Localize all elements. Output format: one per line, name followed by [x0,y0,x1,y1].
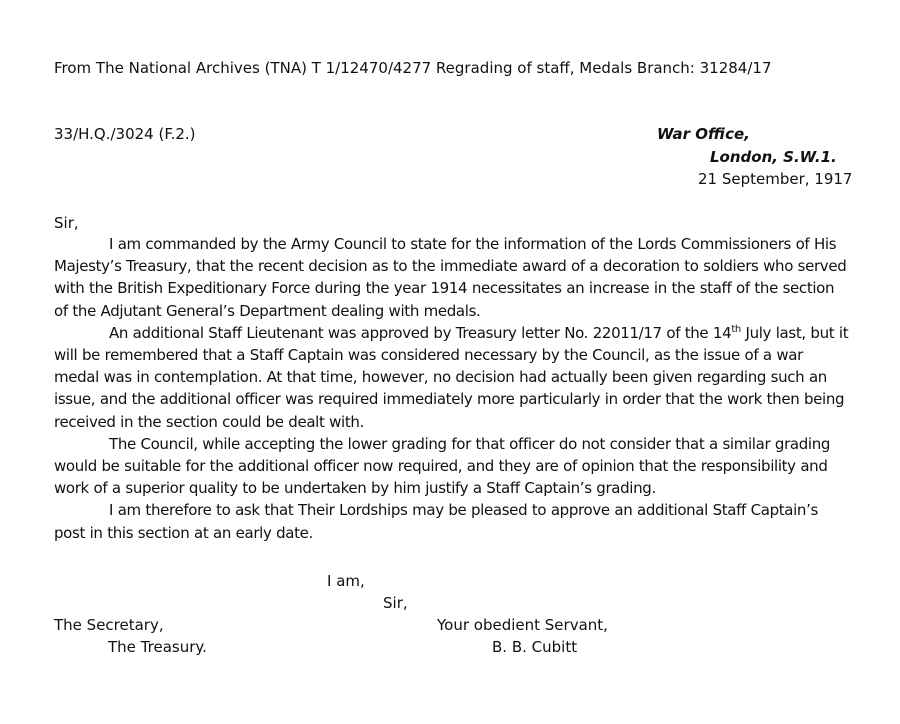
signature-name: B. B. Cubitt [492,638,578,656]
address-line-war-office: War Office, [657,125,750,143]
recipient-treasury: The Treasury. [108,638,207,656]
salutation: Sir, [54,214,79,232]
closing-i-am: I am, [327,572,365,590]
address-line-london: London, S.W.1. [710,148,837,166]
paragraph-2-text-b: July last, but it will be remembered that a Staff Captain was considered necessary by the Council, as the issue of a war medal was in contemplation. At that time, however, no decision had actually been given regarding such an issue, and the additional officer was required immediately more particularly in order that the work then being received in the section could be dealt with. [54,323,849,431]
paragraph-3: The Council, while accepting the lower grading for that officer do not consider that a similar grading would be suitable for the additional officer now required, and they are of opinion that the responsibility and work of a superior quality to be undertaken by him justify a Staff Captain’s grading. [54,434,831,498]
paragraph-4: I am therefore to ask that Their Lordships may be pleased to approve an additional Staff Captain’s post in this section at an early date. [54,501,818,542]
recipient-secretary: The Secretary, [54,616,164,634]
paragraph-2-text-a: An additional Staff Lieutenant was approved by Treasury letter No. 22011/17 of the 14 [109,323,732,342]
source-line: From The National Archives (TNA) T 1/12470/4277 Regrading of staff, Medals Branch: 31284/17 [54,59,772,77]
paragraph-2 [54,322,850,433]
closing-sir: Sir, [383,594,408,612]
paragraph-1: I am commanded by the Army Council to state for the information of the Lords Commissioners of His Majesty’s Treasury, that the recent decision as to the immediate award of a decoration to soldiers who served with the British Expeditionary Force during the year 1914 necessitates an increase in the staff of the section of the Adjutant General’s Department dealing with medals. [54,235,847,320]
ordinal-suffix: th [731,323,741,335]
closing-servant: Your obedient Servant, [437,616,608,634]
letter-body [54,233,850,544]
reference-number: 33/H.Q./3024 (F.2.) [54,125,196,143]
letter-date: 21 September, 1917 [698,170,853,188]
